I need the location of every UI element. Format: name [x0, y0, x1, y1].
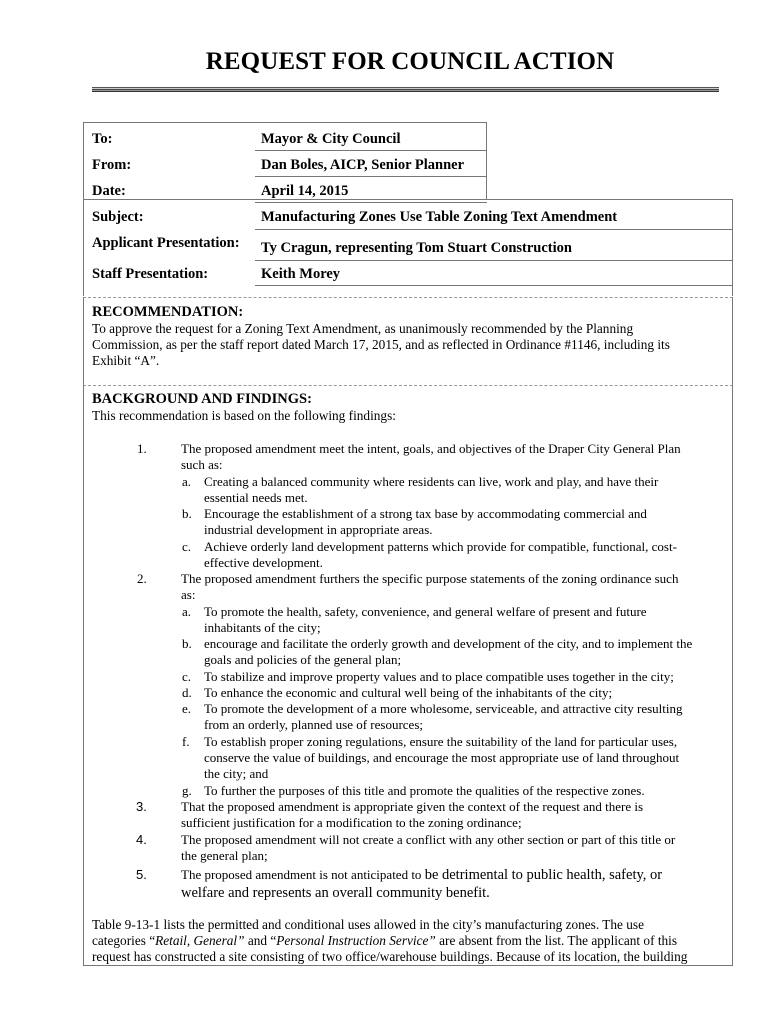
- finding-line: The proposed amendment will not create a conflict with any other section or part of this title or: [181, 832, 676, 847]
- finding-text: [181, 441, 726, 473]
- sub-text: To stabilize and improve property values and to place compatible uses together in the city;: [204, 669, 674, 684]
- sub-label: b.: [182, 506, 192, 521]
- recommendation-line: Commission, as per the staff report dated March 17, 2015, and as reflected in Ordinance #1146, including its: [92, 337, 670, 353]
- to-value: Mayor & City Council: [255, 131, 487, 151]
- sub-label: f.: [182, 734, 190, 749]
- finding-number: 5.: [136, 867, 147, 882]
- finding-line: welfare and represents an overall community benefit.: [181, 885, 490, 901]
- subject-label: Subject:: [92, 209, 144, 225]
- recommendation-line: To approve the request for a Zoning Text Amendment, as unanimously recommended by the Planning: [92, 321, 634, 336]
- sub-label: e.: [182, 701, 192, 716]
- finding-line: sufficient justification for a modification to the zoning ordinance;: [181, 815, 522, 831]
- staff-value: Keith Morey: [255, 266, 733, 286]
- sub-text: Creating a balanced community where residents can live, work and play, and have their essential needs met.: [204, 474, 659, 506]
- sub-text: Encourage the establishment of a strong tax base by accommodating commercial and industrial development in appropriate areas.: [204, 506, 647, 538]
- sub-label: a.: [182, 474, 192, 489]
- finding-text: [181, 571, 726, 603]
- closing-paragraph: [92, 917, 722, 966]
- finding-line: The proposed amendment furthers the specific purpose statements of the zoning ordinance such: [181, 571, 679, 586]
- sub-label: a.: [182, 604, 192, 619]
- date-label: Date:: [92, 183, 126, 199]
- finding-line: The proposed amendment meet the intent, goals, and objectives of the Draper City General Plan: [181, 441, 681, 456]
- sub-label: g.: [182, 783, 192, 798]
- sub-text: To further the purposes of this title and promote the qualities of the respective zones.: [204, 783, 645, 798]
- applicant-label: Applicant Presentation:: [92, 235, 240, 251]
- finding-text: [181, 866, 726, 902]
- background-intro: This recommendation is based on the following findings:: [92, 408, 396, 423]
- finding-line: such as:: [181, 457, 223, 473]
- closing-line: categories “Retail, General” and “Personal Instruction Service” are absent from the list. The applicant of this: [92, 933, 678, 949]
- finding-number: 4.: [136, 832, 147, 847]
- from-label: From:: [92, 157, 132, 173]
- subject-value: Manufacturing Zones Use Table Zoning Text Amendment: [255, 209, 733, 230]
- finding-line: That the proposed amendment is appropriate given the context of the request and there is: [181, 799, 644, 814]
- recommendation-text: [92, 321, 722, 370]
- sub-text: To enhance the economic and cultural well being of the inhabitants of the city;: [204, 685, 613, 700]
- to-label: To:: [92, 131, 113, 147]
- sub-text: To promote the health, safety, convenience, and general welfare of present and future inhabitants of the city;: [204, 604, 647, 636]
- sub-label: d.: [182, 685, 192, 700]
- sub-text: To promote the development of a more wholesome, serviceable, and attractive city resulting from an orderly, planned use of resources;: [204, 701, 683, 733]
- closing-line: Table 9-13-1 lists the permitted and conditional uses allowed in the city’s manufacturing zones. The use: [92, 917, 644, 932]
- finding-text: [181, 799, 726, 831]
- applicant-value: Ty Cragun, representing Tom Stuart Construction: [255, 240, 733, 261]
- staff-label: Staff Presentation:: [92, 266, 209, 282]
- date-value: April 14, 2015: [255, 183, 487, 203]
- finding-number: 2.: [137, 571, 147, 586]
- page-title: REQUEST FOR COUNCIL ACTION: [205, 48, 615, 75]
- from-value: Dan Boles, AICP, Senior Planner: [255, 157, 487, 177]
- title-rule: [92, 87, 719, 92]
- recommendation-line: Exhibit “A”.: [92, 353, 160, 369]
- finding-line: as:: [181, 587, 196, 603]
- finding-number: 1.: [137, 441, 147, 456]
- finding-number: 3.: [136, 799, 147, 814]
- sub-label: c.: [182, 539, 192, 554]
- finding-text: [181, 832, 726, 864]
- sub-label: b.: [182, 636, 192, 651]
- sub-text: To establish proper zoning regulations, ensure the suitability of the land for particular uses, conserve the value of buildings, and encourage the most appropriate use of land throughout the city; and: [204, 734, 680, 782]
- sub-text: Achieve orderly land development patterns which provide for compatible, functional, cost- effective development.: [204, 539, 677, 571]
- background-heading: BACKGROUND AND FINDINGS:: [92, 391, 312, 407]
- closing-line: request has constructed a site consisting of two office/warehouse buildings. Because of its location, the building: [92, 949, 688, 965]
- sub-label: c.: [182, 669, 192, 684]
- page-bottom-rule: [83, 965, 733, 966]
- recommendation-heading: RECOMMENDATION:: [92, 304, 244, 320]
- finding-line: The proposed amendment is not anticipated to be detrimental to public health, safety, or: [181, 867, 663, 883]
- sub-text: encourage and facilitate the orderly growth and development of the city, and to implement the goals and policies of the general plan;: [204, 636, 693, 668]
- finding-line: the general plan;: [181, 848, 268, 864]
